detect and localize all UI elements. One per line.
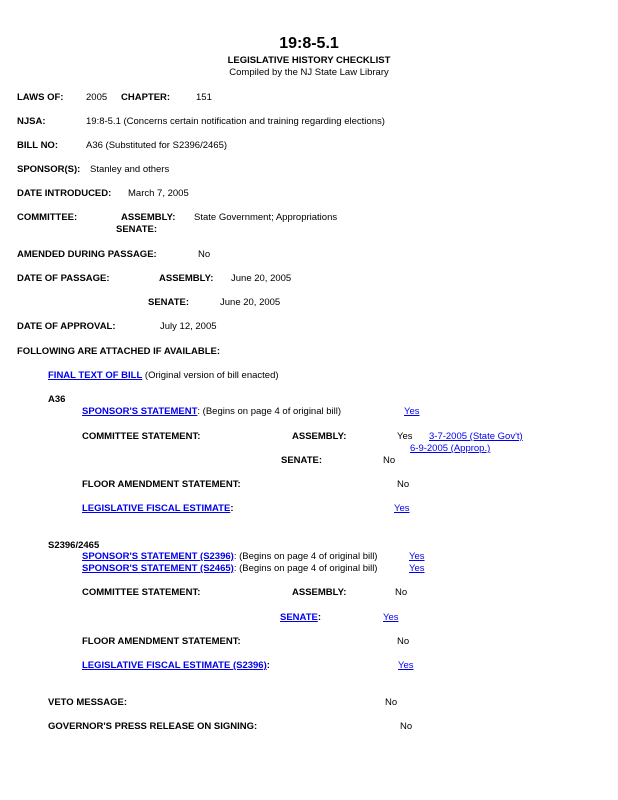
a36-sponsor-row [82, 407, 341, 418]
passage-senate-value: June 20, 2005 [220, 297, 281, 308]
s2396-senate-link[interactable]: SENATE [280, 612, 318, 623]
a36-sponsor-note: : (Begins on page 4 of original bill) [197, 406, 342, 417]
njsa-label: NJSA: [17, 116, 46, 127]
a36-committee-label: COMMITTEE STATEMENT: [82, 431, 201, 442]
attached-heading: FOLLOWING ARE ATTACHED IF AVAILABLE: [17, 346, 220, 357]
veto-value: No [385, 697, 398, 708]
s2396-sponsor2-note: : (Begins on page 4 of original bill) [233, 563, 378, 574]
s2396-sponsor2-row [82, 564, 377, 575]
a36-assembly-value: Yes [397, 431, 413, 442]
s2396-label: S2396/2465 [48, 540, 100, 551]
s2396-fiscal-colon: : [266, 660, 270, 671]
committee-assembly-label: ASSEMBLY: [121, 212, 176, 223]
s2396-sponsor1-link[interactable]: SPONSOR'S STATEMENT (S2396) [82, 551, 234, 562]
page-subtitle: LEGISLATIVE HISTORY CHECKLIST [227, 55, 391, 66]
s2396-sponsor1-note: : (Begins on page 4 of original bill) [233, 551, 378, 562]
s2396-committee-label: COMMITTEE STATEMENT: [82, 587, 201, 598]
a36-senate-value: No [383, 455, 396, 466]
chapter-value: 151 [196, 92, 212, 103]
a36-sponsor-yes-link[interactable]: Yes [404, 406, 420, 417]
a36-assembly-link-state-gov[interactable]: 3-7-2005 (State Gov't) [429, 431, 523, 442]
passage-assembly-label: ASSEMBLY: [159, 273, 214, 284]
chapter-label: CHAPTER: [121, 92, 171, 103]
s2396-fiscal-row [82, 661, 270, 672]
laws-of-value: 2005 [86, 92, 108, 103]
passage-assembly-value: June 20, 2005 [231, 273, 292, 284]
sponsors-label: SPONSOR(S): [17, 164, 81, 175]
s2396-assembly-value: No [395, 587, 408, 598]
a36-label: A36 [48, 394, 66, 405]
veto-label: VETO MESSAGE: [48, 697, 128, 708]
compiled-by: Compiled by the NJ State Law Library [229, 67, 389, 78]
a36-sponsor-link[interactable]: SPONSOR'S STATEMENT [82, 406, 198, 417]
date-of-approval-value: July 12, 2005 [160, 321, 217, 332]
s2396-sponsor1-yes-link[interactable]: Yes [409, 551, 425, 562]
s2396-sponsor2-yes-link[interactable]: Yes [409, 563, 425, 574]
s2396-fiscal-link[interactable]: LEGISLATIVE FISCAL ESTIMATE (S2396) [82, 660, 267, 671]
njsa-value: 19:8-5.1 (Concerns certain notification and training regarding elections) [86, 116, 385, 127]
a36-senate-label: SENATE: [281, 455, 322, 466]
final-text-row [48, 371, 279, 382]
s2396-senate-row [280, 613, 321, 624]
sponsors-value: Stanley and others [90, 164, 170, 175]
press-release-label: GOVERNOR'S PRESS RELEASE ON SIGNING: [48, 721, 258, 732]
bill-no-label: BILL NO: [17, 140, 58, 151]
final-text-link[interactable]: FINAL TEXT OF BILL [48, 370, 143, 381]
bill-no-value: A36 (Substituted for S2396/2465) [86, 140, 228, 151]
a36-assembly-link-approp[interactable]: 6-9-2005 (Approp.) [410, 443, 491, 454]
date-introduced-label: DATE INTRODUCED: [17, 188, 112, 199]
a36-fiscal-colon: : [230, 503, 234, 514]
date-introduced-value: March 7, 2005 [128, 188, 189, 199]
page-title: 19:8-5.1 [279, 35, 339, 52]
a36-floor-label: FLOOR AMENDMENT STATEMENT: [82, 479, 241, 490]
committee-senate-label: SENATE: [116, 224, 157, 235]
a36-assembly-label: ASSEMBLY: [292, 431, 347, 442]
s2396-sponsor2-link[interactable]: SPONSOR'S STATEMENT (S2465) [82, 563, 234, 574]
date-of-approval-label: DATE OF APPROVAL: [17, 321, 116, 332]
a36-fiscal-yes-link[interactable]: Yes [394, 503, 410, 514]
s2396-sponsor1-row [82, 552, 377, 563]
s2396-senate-yes-link[interactable]: Yes [383, 612, 399, 623]
final-text-note: (Original version of bill enacted) [142, 370, 279, 381]
press-release-value: No [400, 721, 413, 732]
s2396-floor-value: No [397, 636, 410, 647]
s2396-floor-label: FLOOR AMENDMENT STATEMENT: [82, 636, 241, 647]
amended-label: AMENDED DURING PASSAGE: [17, 249, 157, 260]
committee-assembly-value: State Government; Appropriations [194, 212, 338, 223]
passage-senate-label: SENATE: [148, 297, 189, 308]
s2396-fiscal-yes-link[interactable]: Yes [398, 660, 414, 671]
a36-fiscal-link[interactable]: LEGISLATIVE FISCAL ESTIMATE [82, 503, 231, 514]
committee-label: COMMITTEE: [17, 212, 78, 223]
date-of-passage-label: DATE OF PASSAGE: [17, 273, 110, 284]
a36-fiscal-row [82, 504, 233, 515]
s2396-assembly-label: ASSEMBLY: [292, 587, 347, 598]
a36-floor-value: No [397, 479, 410, 490]
laws-of-label: LAWS OF: [17, 92, 64, 103]
s2396-senate-colon: : [317, 612, 322, 623]
amended-value: No [198, 249, 211, 260]
